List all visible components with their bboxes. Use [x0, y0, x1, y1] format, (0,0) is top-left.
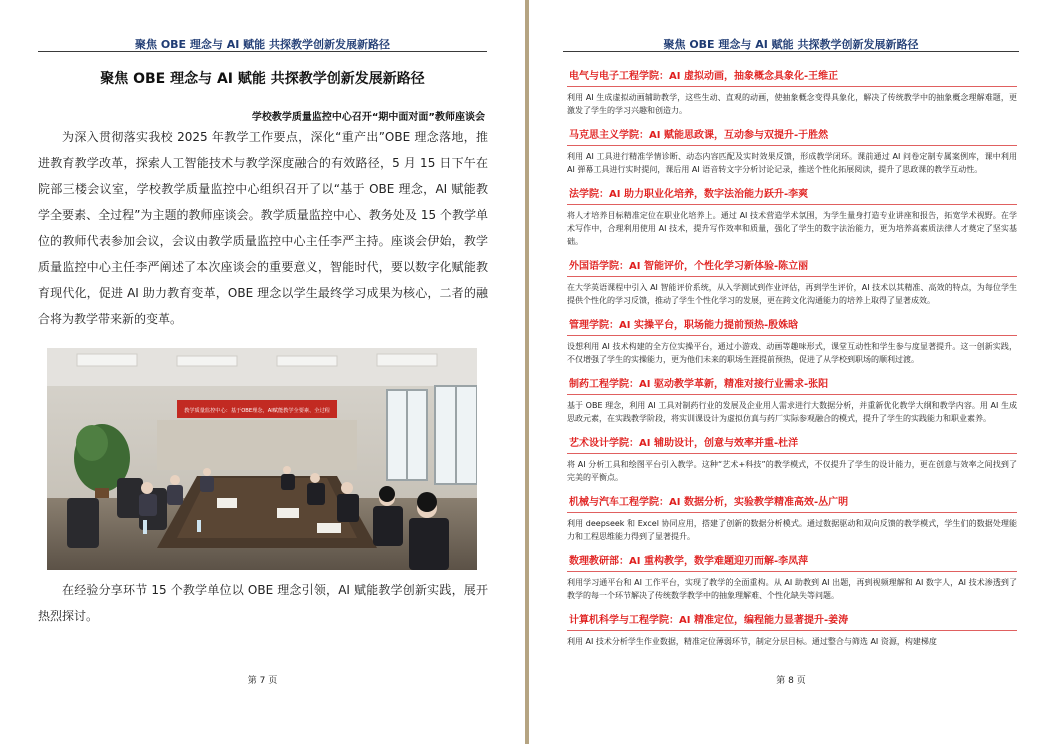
page-7	[0, 0, 525, 744]
section-heading: 数理教研部：AI 重构教学，数学难题迎刃而解-李凤萍	[567, 548, 1017, 572]
meeting-photo	[47, 348, 477, 570]
photo-banner-text: 教学质量监控中心：基于OBE理念，AI赋能教学全要素、全过程	[184, 408, 330, 414]
section-body: 利用 deepseek 和 Excel 协同应用，搭建了创新的数据分析模式。通过数据驱动和双向反馈的教学模式，学生们的数据处理能力和工程思维能力得到了显著提升。	[567, 519, 1017, 541]
section-electrical	[567, 63, 1017, 117]
section-heading: 马克思主义学院：AI 赋能思政课，互动参与双提升-于胜然	[567, 122, 1017, 146]
page-number: 第 8 页	[776, 676, 806, 686]
page-number: 第 7 页	[247, 676, 278, 686]
section-heading: 外国语学院：AI 智能评价，个性化学习新体验-陈立丽	[567, 253, 1017, 277]
section-heading: 法学院：AI 助力职业化培养，数字法治能力跃升-李爽	[567, 181, 1017, 205]
section-body: 利用 AI 技术分析学生作业数据，精准定位薄弱环节，制定分层目标。通过整合与筛选 AI 资源，构建梯度	[567, 637, 937, 646]
section-body: 在大学英语课程中引入 AI 智能评价系统，从入学测试到作业评估，再到学生评价，AI 技术以其精准、高效的特点，为每位学生提供个性化的学习反馈，推动了学生个性化学习的发展，更在跨文化沟通能力的培养上取得了显著成效。	[567, 283, 1017, 305]
section-heading: 艺术设计学院：AI 辅助设计，创意与效率并重-杜洋	[567, 430, 1017, 454]
section-body: 利用学习通平台和 AI 工作平台，实现了教学的全面重构。从 AI 助教到 AI 出题，再到视频理解和 AI 数字人，AI 技术渗透到了教学的每一个环节解决了传统数学教学中的抽象理解难、个性化缺失等问题。	[567, 578, 1017, 600]
section-mechanical	[567, 489, 1017, 543]
section-body: 利用 AI 生成虚拟动画辅助教学，这些生动、直观的动画，使抽象概念变得具象化，解决了传统教学中的抽象概念理解难题，更激发了学生的学习兴趣和创造力。	[567, 93, 1017, 115]
section-art-design	[567, 430, 1017, 484]
header-rule	[38, 51, 487, 52]
section-body: 基于 OBE 理念，利用 AI 工具对制药行业的发展及企业用人需求进行大数据分析，并重新优化教学大纲和教学内容。用 AI 生成思政元素，在实践教学阶段，将实训课设计为虚拟仿真与药厂实际参观融合的模式，提升了学生的实践能力和职业素养。	[567, 401, 1017, 423]
section-body: 利用 AI 工具进行精准学情诊断、动态内容匹配及实时效果反馈，形成教学闭环。课前通过 AI 问卷定制专属案例库，课中利用 AI 弹幕工具进行实时提问，课后用 AI 语音转文字分析讨论记录，推送个性化拓展阅读，提升了思政课的教学互动性。	[567, 152, 1017, 174]
section-heading: 制药工程学院：AI 驱动教学革新，精准对接行业需求-张阳	[567, 371, 1017, 395]
section-body: 设想利用 AI 技术构建的全方位实操平台，通过小游戏、动画等趣味形式，课堂互动性和学生参与度显著提升。这一创新实践，不仅增强了学生的实操能力，更为他们未来的职场生涯提前预热，促进了从学校到职场的顺利过渡。	[567, 342, 1017, 364]
section-body: 将人才培养目标精准定位在职业化培养上。通过 AI 技术营造学术氛围，为学生量身打造专业讲座和报告，拓宽学术视野。在学术写作中，合理利用使用 AI 技术，提升写作效率和质量，强化了学生的数字法治能力，更为培养高素质法律人才奠定了坚实基础。	[567, 211, 1017, 246]
section-law	[567, 181, 1017, 248]
section-math	[567, 548, 1017, 602]
department-sections	[567, 63, 1017, 653]
running-header: 聚焦 OBE 理念与 AI 赋能 共探教学创新发展新路径	[663, 38, 919, 51]
section-body: 将 AI 分析工具和绘图平台引入教学。这种“艺术+科技”的教学模式，不仅提升了学生的设计能力，更在创意与效率之间找到了完美的平衡点。	[567, 460, 1017, 482]
section-computer-science	[567, 607, 1017, 648]
section-heading: 管理学院：AI 实操平台，职场能力提前预热-殷姝晗	[567, 312, 1017, 336]
header-rule	[563, 51, 1019, 52]
section-heading: 电气与电子工程学院：AI 虚拟动画，抽象概念具象化-王维正	[567, 63, 1017, 87]
page-8	[529, 0, 1053, 744]
running-header: 聚焦 OBE 理念与 AI 赋能 共探教学创新发展新路径	[134, 38, 390, 51]
section-pharma	[567, 371, 1017, 425]
section-foreign-languages	[567, 253, 1017, 307]
article-subtitle: 学校教学质量监控中心召开“期中面对面”教师座谈会	[251, 112, 485, 123]
article-title: 聚焦 OBE 理念与 AI 赋能 共探教学创新发展新路径	[100, 71, 425, 87]
section-management	[567, 312, 1017, 366]
section-heading: 机械与汽车工程学院：AI 数据分析，实验教学精准高效-丛广明	[567, 489, 1017, 513]
section-heading: 计算机科学与工程学院：AI 精准定位，编程能力显著提升-姜涛	[567, 607, 1017, 631]
section-marxism	[567, 122, 1017, 176]
paragraph-intro: 为深入贯彻落实我校 2025 年教学工作要点，深化“重产出”OBE 理念落地，推进教育教学改革，探索人工智能技术与教学深度融合的有效路径，5 月 15 日下午在院部三楼会议室，学校教学质量监控中心组织召开了以“基于 OBE 理念，AI 赋能教学全要素、全过程”为主题的教师座谈会。教学质量监控中心、教务处及 15 个教学单位的教师代表参加会议，会议由教学质量监控中心主任李严主持。座谈会伊始，教学质量监控中心主任李严阐述了本次座谈会的重要意义，智能时代，要以数字化赋能教育现代化，促进 AI 助力教育变革，OBE 理念以学生最终学习成果为核心，二者的融合将为教学带来新的变革。	[38, 130, 488, 326]
paragraph-sharing: 在经验分享环节 15 个教学单位以 OBE 理念引领，AI 赋能教学创新实践，展开热烈探讨。	[38, 583, 488, 623]
